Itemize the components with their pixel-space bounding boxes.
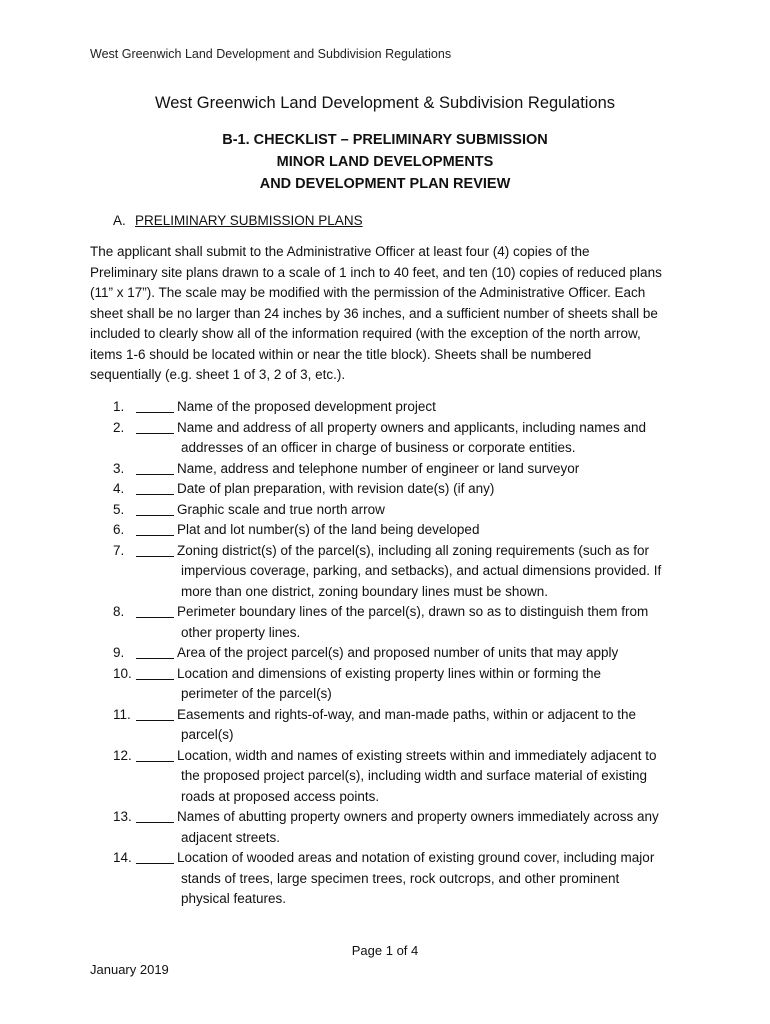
document-title: West Greenwich Land Development & Subdivision Regulations [154,94,616,112]
item-text: Location and dimensions of existing property lines within or forming the [177,665,601,681]
item-text: physical features. [181,891,287,906]
checklist-item [113,705,693,746]
intro-line: included to clearly show all of the information required (with the exception of the north arrow, [90,326,641,341]
item-text: Name of the proposed development project [177,399,436,414]
item-text: perimeter of the parcel(s) [181,686,332,701]
intro-line: items 1-6 should be located within or near the title block). Sheets shall be numbered [90,346,592,362]
checklist-heading-line: B-1. CHECKLIST – PRELIMINARY SUBMISSION [222,132,548,148]
item-text: stands of trees, large specimen trees, rock outcrops, and other prominent [181,870,620,886]
item-text: impervious coverage, parking, and setbacks), and actual dimensions provided. If [181,563,662,578]
running-header: West Greenwich Land Development and Subdivision Regulations [90,47,452,61]
checklist-heading-line: AND DEVELOPMENT PLAN REVIEW [259,176,511,192]
page-number: Page 1 of 4 [351,943,419,958]
item-text: Location, width and names of existing streets within and immediately adjacent to [177,747,657,763]
item-number: 3. [113,460,125,476]
intro-line: (11” x 17”). The scale may be modified with the permission of the Administrative Officer. Each [90,285,646,300]
item-number: 6. [113,522,125,537]
item-text: parcel(s) [181,727,234,742]
item-number: 10. [113,665,132,681]
checklist-item [113,500,693,521]
checklist-item [113,602,693,643]
checklist-item [113,807,693,848]
item-number: 7. [113,542,125,558]
section-title: PRELIMINARY SUBMISSION PLANS [135,213,363,228]
checklist-item [113,746,693,808]
item-text: Plat and lot number(s) of the land being developed [177,522,480,537]
intro-line: sequentially (e.g. sheet 1 of 3, 2 of 3, etc.). [90,367,346,382]
item-text: other property lines. [181,624,301,640]
item-text: Names of abutting property owners and property owners immediately across any [177,809,659,824]
item-number: 12. [113,747,132,763]
intro-paragraph [90,242,686,386]
item-text: Easements and rights-of-way, and man-made paths, within or adjacent to the [177,706,636,722]
footer-date: January 2019 [90,962,169,977]
item-number: 1. [113,399,125,414]
item-text: more than one district, zoning boundary lines must be shown. [181,583,548,599]
item-text: Graphic scale and true north arrow [177,501,385,517]
checklist-item [113,664,693,705]
item-number: 14. [113,850,132,865]
item-text: Date of plan preparation, with revision date(s) (if any) [177,481,495,496]
item-text: adjacent streets. [181,829,281,845]
checklist-item [113,541,693,603]
item-text: Area of the project parcel(s) and proposed number of units that may apply [177,645,619,660]
section-letter: A. [113,213,126,228]
checklist-item [113,397,693,418]
item-text: Name, address and telephone number of engineer or land surveyor [177,460,580,476]
section-heading [113,213,363,228]
item-number: 2. [113,419,125,435]
item-number: 13. [113,809,132,824]
item-number: 9. [113,645,125,660]
checklist-items [113,397,693,910]
checklist-item [113,520,693,541]
item-text: Location of wooded areas and notation of existing ground cover, including major [177,850,655,865]
item-number: 4. [113,481,125,496]
item-text: addresses of an officer in charge of business or corporate entities. [181,440,576,455]
item-number: 8. [113,604,125,619]
item-text: Name and address of all property owners and applicants, including names and [177,419,647,435]
intro-line: Preliminary site plans drawn to a scale of 1 inch to 40 feet, and ten (10) copies of reduced plans [90,264,662,280]
checklist-item [113,848,693,910]
item-text: Perimeter boundary lines of the parcel(s), drawn so as to distinguish them from [177,604,649,619]
item-number: 11. [113,706,131,722]
checklist-heading [0,129,770,195]
item-text: roads at proposed access points. [181,788,380,804]
item-text: the proposed project parcel(s), including width and surface material of existing [181,768,647,783]
checklist-item [113,459,693,480]
item-text: Zoning district(s) of the parcel(s), including all zoning requirements (such as for [177,542,649,558]
checklist-heading-line: MINOR LAND DEVELOPMENTS [276,154,494,170]
checklist-item [113,479,693,500]
checklist-item [113,418,693,459]
checklist-item [113,643,693,664]
intro-line: The applicant shall submit to the Administrative Officer at least four (4) copies of the [90,244,590,259]
intro-line: sheet shall be no larger than 24 inches by 36 inches, and a sufficient number of sheets shall be [90,305,658,321]
item-number: 5. [113,501,125,517]
